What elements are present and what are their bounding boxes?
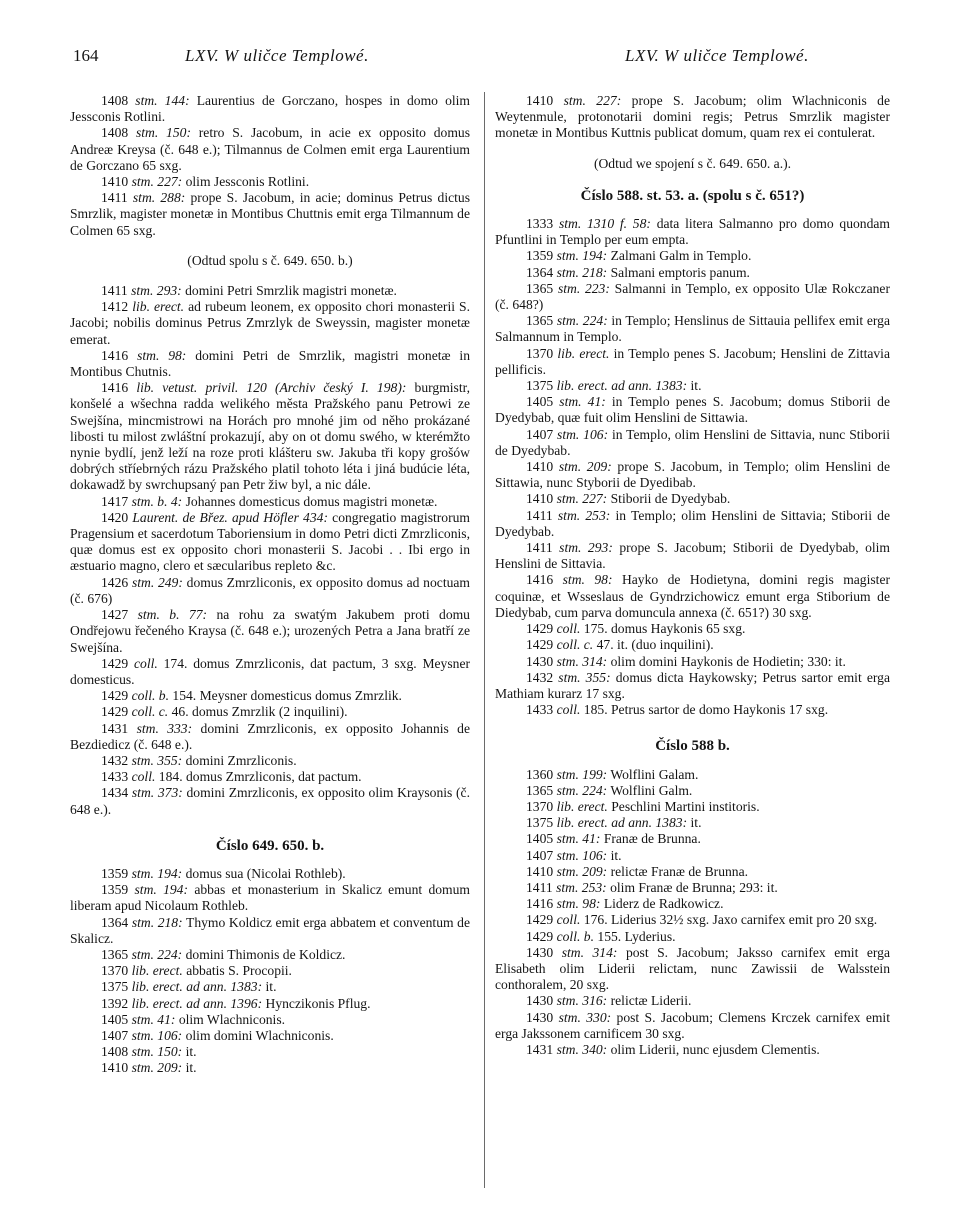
entry-year: 1370 (526, 798, 554, 814)
register-entry (495, 93, 890, 142)
entry-year: 1429 (526, 912, 554, 928)
register-entry (70, 866, 470, 882)
entry-source-ref: stm. 253: (557, 507, 611, 523)
entry-year: 1431 (101, 720, 129, 736)
entry-text: it. (185, 1044, 197, 1060)
entry-year: 1365 (526, 782, 554, 798)
register-entry (70, 1028, 470, 1044)
entry-text: domini Petri de Smrzlik, magistri monetæ in Montibus Chutnis. (70, 347, 470, 380)
register-entry (495, 508, 890, 540)
register-entry (70, 915, 470, 947)
entry-source-ref: stm. 106: (556, 847, 608, 863)
entry-text: Salmanni in Templo, ex opposito Ulæ Rokczaner (č. 648?) (495, 280, 890, 313)
entry-text: 155. Lyderius. (597, 928, 676, 944)
entry-source-ref: stm. 209: (558, 459, 612, 475)
entry-text: ad rubeum leonem, ex opposito chori monasterii S. Jacobi; nobilis dominus Petrus Zmrzlyk de Sweyssin, magister monetæ emerat. (70, 299, 470, 347)
left-entries-mid (70, 283, 470, 818)
entry-year: 1432 (101, 752, 129, 768)
left-entries-bottom (70, 866, 470, 1077)
running-head-left: LXV. W uličce Templowé. (185, 46, 369, 65)
entry-year: 1431 (526, 1041, 554, 1057)
register-entry (495, 281, 890, 313)
entry-source-ref: coll. b. (131, 688, 169, 704)
entry-text: Hynczikonis Pflug. (265, 995, 371, 1011)
entry-source-ref: stm. 227: (131, 174, 183, 190)
register-entry (70, 753, 470, 769)
entry-year: 1365 (526, 280, 554, 296)
entry-source-ref: stm. 218: (556, 264, 608, 280)
entry-year: 1432 (526, 669, 554, 685)
section-heading-588-a: Číslo 588. st. 53. a. (spolu s č. 651?) (580, 187, 805, 204)
entry-text: prope S. Jacobum, in Templo; olim Henslini de Sittawia, nunc Styborii de Dyedibab. (495, 459, 890, 491)
entry-year: 1416 (526, 572, 554, 588)
register-entry (70, 299, 470, 348)
section-heading-649-650-b: Číslo 649. 650. b. (215, 837, 325, 854)
register-entry (495, 654, 890, 670)
entry-text: Peschlini Martini institoris. (611, 798, 760, 814)
entry-source-ref: stm. 144: (135, 93, 190, 108)
entry-text: Wolflini Galm. (610, 782, 693, 798)
right-entries-mid (495, 216, 890, 718)
entry-source-ref: stm. b. 4: (131, 493, 183, 509)
register-entry (70, 769, 470, 785)
entry-text: domini Petri Smrzlik magistri monetæ. (185, 283, 397, 299)
entry-source-ref: stm. 227: (563, 93, 622, 108)
entry-text: domini Zmrzliconis, ex opposito Johannis de Bezdiedicz (č. 648 e.). (70, 720, 471, 752)
register-entry (495, 378, 890, 394)
entry-source-ref: stm. 224: (556, 782, 608, 798)
entry-year: 1370 (526, 345, 554, 361)
register-entry (495, 491, 890, 507)
entry-source-ref: stm. 98: (562, 572, 613, 588)
page-number: 164 (73, 46, 99, 65)
entry-text: 46. domus Zmrzlik (2 inquilini). (171, 704, 348, 720)
register-entry (495, 783, 890, 799)
entry-source-ref: stm. 106: (557, 426, 609, 442)
entry-year: 1416 (526, 896, 554, 912)
entry-source-ref: coll. (131, 769, 156, 785)
entry-text: Johannes domesticus domus magistri monetæ. (185, 493, 438, 509)
entry-year: 1408 (101, 93, 129, 108)
entry-text: na rohu za swatým Jakubem proti domu Ondřejowu řečeného Kraysa (č. 648 e.); urozených Petra a Jana bratří ze Swejšína. (70, 607, 470, 655)
entry-text: in Templo penes S. Jacobum; Henslini de Zittavia pellificis. (495, 345, 890, 377)
entry-year: 1426 (101, 574, 129, 590)
entry-year: 1430 (526, 653, 554, 669)
entry-source-ref: stm. 209: (131, 1060, 183, 1076)
register-entry (495, 427, 890, 459)
entry-source-ref: stm. 194: (556, 248, 608, 264)
entry-year: 1433 (101, 769, 129, 785)
register-entry (70, 1060, 470, 1076)
entry-year: 1429 (526, 928, 554, 944)
register-entry (70, 882, 470, 914)
register-entry (495, 670, 890, 702)
entry-source-ref: stm. 253: (556, 879, 607, 895)
register-entry (495, 912, 890, 928)
entry-text: domini Zmrzliconis, ex opposito olim Kraysonis (č. 648 e.). (70, 785, 470, 817)
register-entry (70, 1012, 470, 1028)
register-entry (70, 380, 470, 493)
entry-source-ref: stm. 355: (558, 669, 611, 685)
section-heading-588-b: Číslo 588 b. (655, 738, 730, 755)
register-entry (495, 1042, 890, 1058)
entry-text: olim Wlachniconis. (178, 1011, 286, 1027)
entry-source-ref: stm. 314: (561, 944, 618, 960)
entry-year: 1412 (101, 299, 129, 315)
entry-text: Stiborii de Dyedybab. (610, 491, 731, 507)
entry-source-ref: stm. 373: (131, 785, 183, 801)
entry-source-ref: lib. erect. (556, 798, 608, 814)
entry-text: abbas et monasterium in Skalicz emunt domum liberam apud Nicolaum Rothleb. (70, 882, 470, 914)
entry-year: 1375 (101, 979, 129, 995)
register-entry (495, 799, 890, 815)
entry-year: 1434 (101, 785, 129, 801)
entry-text: burgmistr, konšelé a wšechna radda welikého města Pražského panu Petrowi ze Swejšína, mincmistrowi na Horách pro mnohé jim od něho prokázané libosti tu milost zwláštní prokazují, aby on ot domu swého, w kterémžto nynie bydlí, jenž leží na roze proti klášteru sw. Jakuba tři kopy grošów dobrých stříebrných rázu Pražského platil tohoto léta i jiná budúcie léta, dokawadž by swrchupsaný pan Petr žiw byl, a nic dále. (70, 380, 471, 493)
register-entry (495, 702, 890, 718)
register-entry (70, 494, 470, 510)
register-entry (70, 174, 470, 190)
register-entry (495, 929, 890, 945)
entry-year: 1420 (101, 509, 129, 525)
register-entry (495, 945, 890, 994)
register-entry (495, 394, 890, 426)
entry-source-ref: stm. 41: (556, 831, 601, 847)
entry-source-ref: coll. b. (556, 928, 594, 944)
entry-source-ref: stm. 224: (556, 313, 608, 329)
entry-year: 1407 (526, 426, 554, 442)
register-entry (495, 815, 890, 831)
entry-year: 1392 (101, 995, 129, 1011)
entry-text: 174. domus Zmrzliconis, dat pactum, 3 sxg. Meysner domesticus. (70, 655, 471, 687)
entry-source-ref: stm. 224: (131, 946, 183, 962)
entry-text: in Templo penes S. Jacobum; domus Stiborii de Dyedybab, quæ fuit olim Henslini de Sittawia. (495, 394, 890, 426)
left-entries-top (70, 93, 470, 239)
entry-year: 1410 (526, 863, 554, 879)
register-entry (495, 216, 890, 248)
left-column-note: (Odtud spolu s č. 649. 650. b.) (187, 252, 353, 268)
register-entry (495, 848, 890, 864)
entry-source-ref: stm. 98: (556, 896, 601, 912)
register-entry (495, 346, 890, 378)
entry-year: 1370 (101, 963, 129, 979)
register-entry (70, 190, 470, 239)
entry-year: 1429 (101, 688, 129, 704)
entry-text: Liderz de Radkowicz. (603, 896, 724, 912)
entry-year: 1365 (526, 313, 554, 329)
page-header (0, 40, 960, 70)
entry-year: 1411 (101, 283, 128, 299)
entry-year: 1416 (101, 347, 129, 363)
entry-text: olim domini Wlachniconis. (185, 1027, 334, 1043)
entry-text: 184. domus Zmrzliconis, dat pactum. (158, 769, 362, 785)
entry-year: 1410 (101, 1060, 129, 1076)
entry-text: post S. Jacobum; Clemens Krczek carnifex emit erga Jakssonem carnificem 30 sxg. (495, 1009, 890, 1041)
entry-source-ref: lib. vetust. privil. 120 (Archiv český I. 198): (136, 380, 407, 396)
entry-source-ref: stm. 249: (131, 574, 183, 590)
register-entry (495, 459, 890, 491)
entry-source-ref: stm. 41: (559, 394, 606, 410)
entry-source-ref: stm. 218: (131, 914, 183, 930)
entry-text: relictæ Franæ de Brunna. (610, 863, 749, 879)
entry-source-ref: stm. 106: (131, 1027, 183, 1043)
entry-text: domini Thimonis de Koldicz. (185, 946, 346, 962)
entry-text: domus dicta Haykowsky; Petrus sartor emit erga Mathiam kurarz 17 sxg. (495, 669, 890, 701)
entry-year: 1410 (526, 93, 554, 108)
entry-year: 1429 (526, 637, 554, 653)
entry-year: 1408 (101, 125, 129, 141)
entry-year: 1407 (101, 1027, 129, 1043)
register-entry (495, 1010, 890, 1042)
entry-text: prope S. Jacobum; Stiborii de Dyedybab, olim Henslini de Sittavia. (495, 540, 890, 572)
register-entry (70, 963, 470, 979)
register-entry (70, 721, 470, 753)
entry-year: 1407 (526, 847, 554, 863)
entry-source-ref: stm. 223: (557, 280, 610, 296)
entry-year: 1411 (101, 190, 128, 206)
register-entry (70, 348, 470, 380)
entry-source-ref: stm. 333: (136, 720, 193, 736)
register-entry (70, 979, 470, 995)
right-column-note: (Odtud we spojení s č. 649. 650. a.). (593, 155, 792, 171)
entry-source-ref: lib. erect. ad ann. 1383: (131, 979, 263, 995)
entry-year: 1411 (526, 507, 553, 523)
register-entry (495, 831, 890, 847)
entry-year: 1360 (526, 766, 554, 782)
entry-text: 185. Petrus sartor de domo Haykonis 17 sxg. (583, 702, 829, 718)
entry-source-ref: coll. (134, 655, 158, 671)
entry-text: 175. domus Haykonis 65 sxg. (583, 621, 746, 637)
entry-text: it. (185, 1060, 197, 1076)
register-entry (70, 785, 470, 817)
entry-year: 1405 (526, 831, 554, 847)
entry-source-ref: stm. 330: (558, 1009, 612, 1025)
entry-year: 1410 (526, 491, 554, 507)
entry-year: 1364 (526, 264, 554, 280)
register-entry (495, 896, 890, 912)
entry-text: olim domini Haykonis de Hodietin; 330: it. (610, 653, 846, 669)
register-entry (495, 993, 890, 1009)
entry-year: 1365 (101, 946, 129, 962)
entry-text: Franæ de Brunna. (603, 831, 701, 847)
entry-year: 1333 (526, 216, 554, 232)
entry-source-ref: stm. 288: (132, 190, 186, 206)
left-column (70, 93, 470, 1077)
register-entry (495, 313, 890, 345)
entry-text: olim Jessconis Rotlini. (185, 174, 310, 190)
entry-source-ref: lib. erect. ad ann. 1383: (556, 378, 688, 394)
entry-year: 1405 (101, 1011, 129, 1027)
register-entry (495, 572, 890, 621)
column-divider (484, 92, 485, 1188)
register-entry (70, 93, 470, 125)
entry-year: 1364 (101, 914, 129, 930)
entry-year: 1411 (526, 540, 553, 556)
entry-source-ref: lib. erect. (131, 963, 183, 979)
entry-text: olim Liderii, nunc ejusdem Clementis. (610, 1041, 820, 1057)
entry-source-ref: stm. 293: (559, 540, 613, 556)
entry-text: olim Franæ de Brunna; 293: it. (610, 879, 778, 895)
entry-source-ref: stm. 194: (131, 865, 183, 881)
entry-year: 1430 (526, 944, 554, 960)
entry-year: 1429 (101, 655, 129, 671)
entry-text: Salmani emptoris panum. (610, 264, 750, 280)
register-entry (70, 1044, 470, 1060)
running-head-right: LXV. W uličce Templowé. (625, 46, 809, 65)
entry-year: 1359 (101, 882, 129, 898)
register-entry (70, 607, 470, 656)
entry-source-ref: lib. erect. ad ann. 1383: (556, 815, 688, 831)
entry-year: 1411 (526, 879, 553, 895)
entry-text: congregatio magistrorum Pragensium et sacerdotum Taboriensium in domo Petri dicti Zmrzliconis, quæ domus est ex opposito chori monasterii S. Jacobi . . Ibi ergo in æstuario magno, clero et sæcularibus repleto &c. (70, 509, 470, 574)
entry-year: 1359 (101, 865, 129, 881)
entry-source-ref: coll. (556, 912, 581, 928)
entry-text: it. (690, 378, 702, 394)
register-entry (70, 125, 470, 174)
register-entry (70, 704, 470, 720)
entry-text: it. (610, 847, 622, 863)
register-entry (495, 621, 890, 637)
entry-year: 1430 (526, 1009, 554, 1025)
entry-source-ref: Laurent. de Břez. apud Höfler 434: (132, 509, 328, 525)
register-entry (495, 864, 890, 880)
entry-text: 47. it. (duo inquilini). (596, 637, 714, 653)
entry-source-ref: stm. 194: (134, 882, 189, 898)
entry-source-ref: lib. erect. ad ann. 1396: (131, 995, 263, 1011)
register-entry (495, 637, 890, 653)
register-entry (70, 688, 470, 704)
entry-source-ref: stm. 150: (135, 125, 191, 141)
entry-year: 1405 (526, 394, 554, 410)
entry-source-ref: stm. 41: (131, 1011, 176, 1027)
entry-source-ref: stm. 227: (556, 491, 608, 507)
entry-year: 1417 (101, 493, 129, 509)
entry-text: domus Zmrzliconis, ex opposito domus ad noctuam (č. 676) (70, 574, 470, 606)
register-entry (495, 540, 890, 572)
entry-text: domini Zmrzliconis. (185, 752, 297, 768)
entry-text: relictæ Liderii. (610, 993, 692, 1009)
register-entry (495, 265, 890, 281)
entry-text: it. (690, 815, 702, 831)
entry-year: 1408 (101, 1044, 129, 1060)
register-entry (495, 248, 890, 264)
entry-text: 154. Meysner domesticus domus Zmrzlik. (172, 688, 402, 704)
entry-year: 1416 (101, 380, 129, 396)
register-entry (70, 283, 470, 299)
entry-source-ref: coll. (556, 702, 581, 718)
entry-year: 1410 (526, 459, 554, 475)
entry-text: domus sua (Nicolai Rothleb). (185, 865, 346, 881)
register-entry (495, 880, 890, 896)
entry-year: 1433 (526, 702, 554, 718)
entry-year: 1359 (526, 248, 554, 264)
entry-text: in Templo, olim Henslini de Sittavia, nunc Stiborii de Dyedybab. (495, 426, 890, 458)
register-entry (70, 575, 470, 607)
entry-text: Laurentius de Gorczano, hospes in domo olim Jessconis Rotlini. (70, 93, 470, 125)
entry-source-ref: stm. 293: (131, 283, 182, 299)
entry-source-ref: stm. 314: (556, 653, 608, 669)
entry-source-ref: stm. 199: (556, 766, 608, 782)
entry-text: post S. Jacobum; Jaksso carnifex emit erga Elisabeth olim Liderii relictam, nunc Zawissii de Walsstein conthoralem, 20 sxg. (495, 944, 891, 993)
register-entry (70, 510, 470, 575)
entry-text: Thymo Koldicz emit erga abbatem et conventum de Skalicz. (70, 914, 471, 946)
entry-source-ref: stm. 1310 f. 58: (558, 216, 651, 232)
entry-source-ref: coll. c. (131, 704, 169, 720)
register-entry (70, 656, 470, 688)
entry-source-ref: coll. (556, 621, 581, 637)
entry-text: it. (265, 979, 277, 995)
entry-text: in Templo; Henslinus de Sittauia pellifex emit erga Salmannum in Templo. (495, 313, 890, 345)
entry-year: 1410 (101, 174, 129, 190)
entry-source-ref: stm. 209: (556, 863, 608, 879)
entry-text: 176. Liderius 32½ sxg. Jaxo carnifex emit pro 20 sxg. (583, 912, 878, 928)
entry-year: 1427 (101, 607, 129, 623)
entry-source-ref: lib. erect. (132, 299, 185, 315)
entry-text: in Templo; olim Henslini de Sittavia; Stiborii de Dyedybab. (495, 507, 890, 539)
entry-year: 1429 (526, 621, 554, 637)
entry-source-ref: stm. 316: (556, 993, 608, 1009)
register-entry (70, 947, 470, 963)
entry-text: data litera Salmanno pro domo quondam Pfuntlini in Templo per eum empta. (495, 216, 891, 248)
entry-text: prope S. Jacobum; olim Wlachniconis de Weytenmule, protonotarii domini regis; Petrus Smrzlik magister monetæ in Montibus Kuttnis publicat domum, quam rex ei contulerat. (495, 93, 890, 141)
entry-source-ref: stm. 355: (131, 752, 183, 768)
right-entries-bottom (495, 767, 890, 1059)
entry-year: 1429 (101, 704, 129, 720)
entry-text: abbatis S. Procopii. (186, 963, 292, 979)
right-column (495, 93, 890, 1058)
register-entry (495, 767, 890, 783)
right-entries-top (495, 93, 890, 142)
entry-year: 1375 (526, 815, 554, 831)
entry-year: 1430 (526, 993, 554, 1009)
entry-text: Hayko de Hodietyna, domini regis magister coquinæ, et Wsseslaus de Gyndrzichowicz emunt erga Stiborium de Diedybab, cum parva domuncula annexa (č. 651?) 30 sxg. (495, 572, 891, 620)
entry-source-ref: lib. erect. (557, 345, 610, 361)
entry-year: 1375 (526, 378, 554, 394)
entry-text: Wolflini Galam. (610, 766, 699, 782)
entry-text: retro S. Jacobum, in acie ex opposito domus Andreæ Kreysa (č. 648 e.); Tilmannus de Colmen emit erga Laurentium de Gorczano 65 sxg. (70, 125, 470, 173)
entry-text: Zalmani Galm in Templo. (610, 248, 752, 264)
entry-source-ref: stm. 340: (556, 1041, 608, 1057)
register-entry (70, 996, 470, 1012)
entry-source-ref: stm. 150: (131, 1044, 183, 1060)
entry-source-ref: stm. b. 77: (137, 607, 208, 623)
entry-source-ref: stm. 98: (137, 347, 187, 363)
entry-source-ref: coll. c. (556, 637, 594, 653)
entry-text: prope S. Jacobum, in acie; dominus Petrus dictus Smrzlik, magister monetæ in Montibus Chuttnis emit erga Tilmannum de Colmen 65 sxg. (70, 190, 470, 238)
